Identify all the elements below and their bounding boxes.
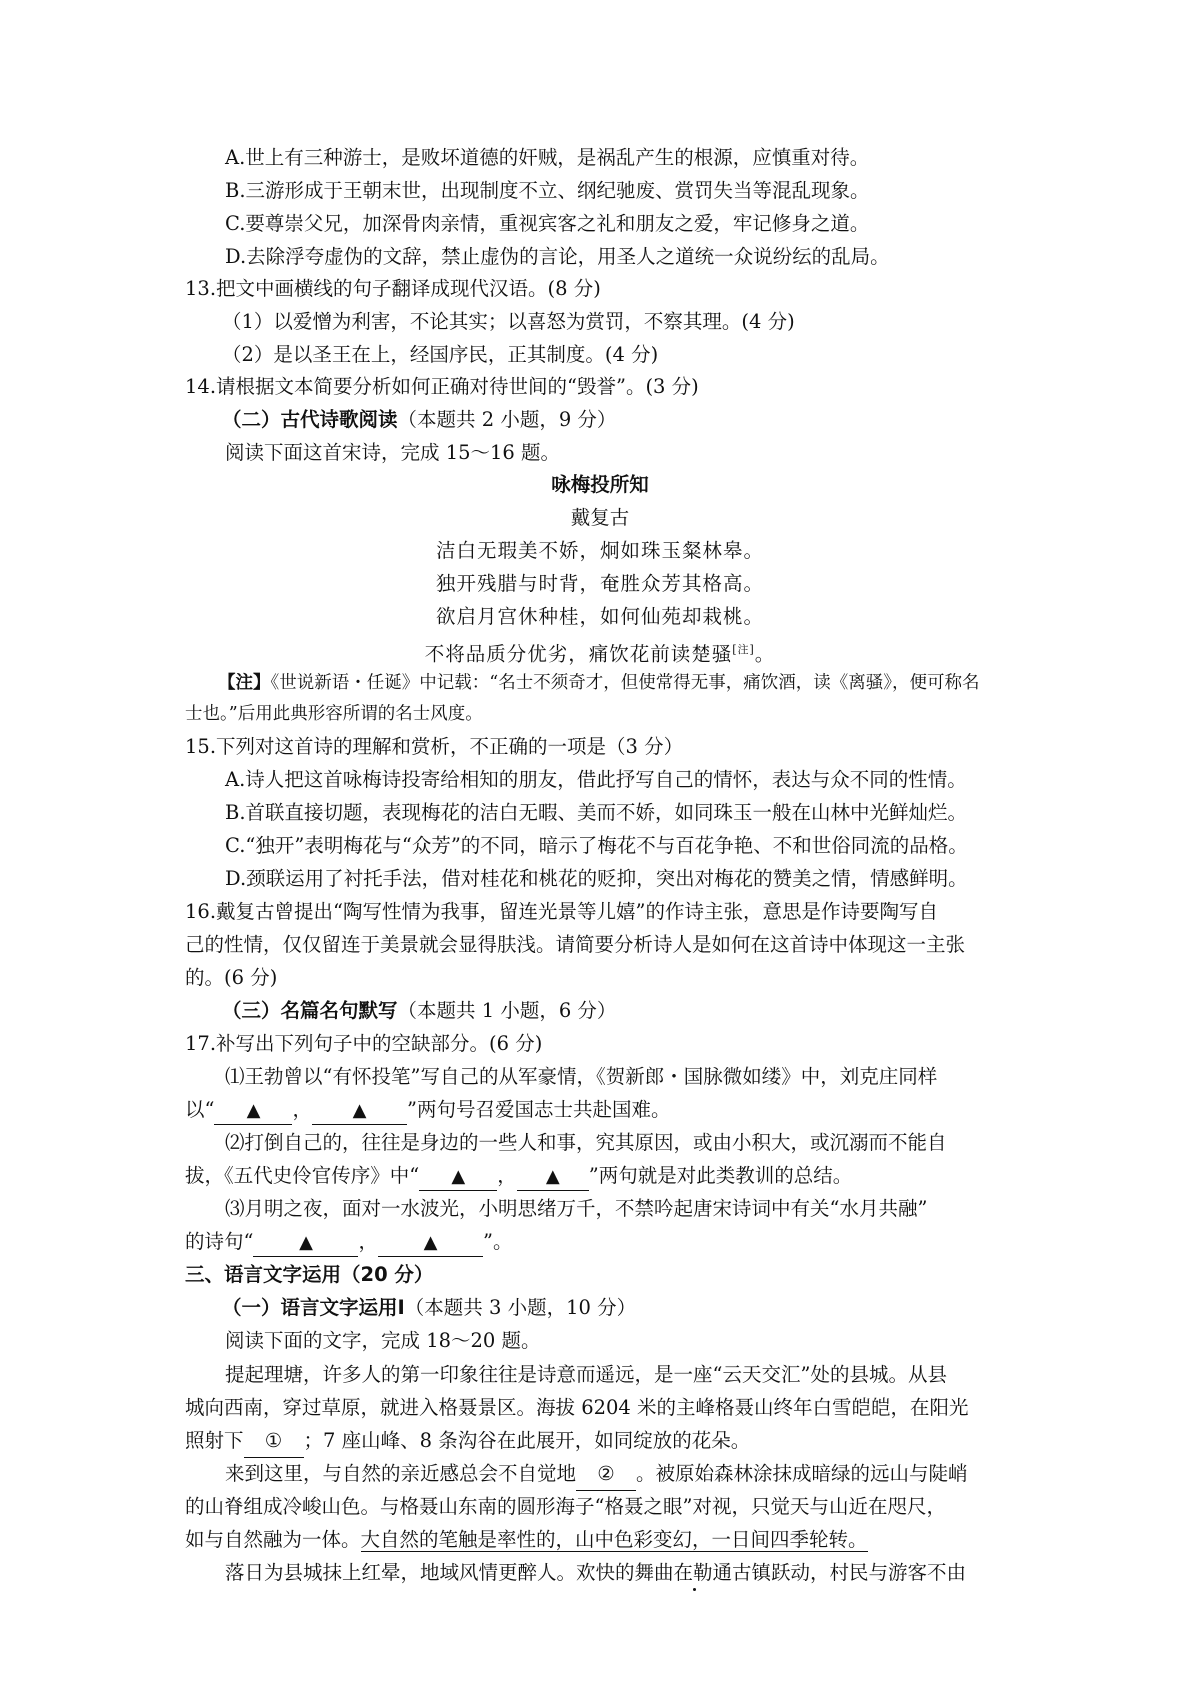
q15-option-b: B.首联直接切题，表现梅花的洁白无暇、美而不娇，如同珠玉一般在山林中光鲜灿烂。	[225, 801, 968, 824]
q16-line-3: 的。(6 分)	[185, 966, 278, 989]
q17-blank-3[interactable]	[419, 1163, 497, 1191]
poem-line-4-end: 。	[754, 642, 776, 666]
section-language-intro: 阅读下面的文字，完成 18～20 题。	[225, 1329, 541, 1352]
passage-p1-suffix: ；7 座山峰、8 条沟谷在此展开，如同绽放的花朵。	[303, 1429, 751, 1452]
footnote-line-1-wrap	[218, 667, 979, 699]
part3-heading: 三、语言文字运用（20 分）	[185, 1263, 434, 1286]
footnote-line-1: 《世说新语・任诞》中记载：“名士不须奇才，但使常得无事，痛饮酒，读《离骚》，便可称名	[270, 673, 980, 693]
q15-option-a: A.诗人把这首咏梅诗投寄给相知的朋友，借此抒写自己的情怀，表达与众不同的性情。	[225, 768, 967, 791]
passage-p1-prefix: 照射下	[185, 1429, 244, 1452]
q17-part3-sep: ，	[358, 1230, 378, 1253]
q17-part2-line-b	[185, 1160, 852, 1192]
q17-blank-2[interactable]	[312, 1097, 407, 1125]
q17-part1-prefix: 以“	[185, 1098, 215, 1121]
passage-p2-suffix: 。被原始森林涂抹成暗绿的远山与陡峭	[636, 1462, 968, 1485]
passage-p2-line-c	[185, 1524, 868, 1556]
section-recitation-title: （三）名篇名句默写	[222, 999, 398, 1022]
q14-stem: 14.请根据文本简要分析如何正确对待世间的“毁誉”。(3 分)	[185, 375, 699, 398]
poem-footnote-mark: [注]	[732, 643, 755, 656]
section-poetry-intro: 阅读下面这首宋诗，完成 15～16 题。	[225, 441, 561, 464]
q12-option-d: D.去除浮夸虚伪的文辞，禁止虚伪的言论，用圣人之道统一众说纷纭的乱局。	[225, 245, 890, 268]
section-language-note: （本题共 3 小题，10 分）	[404, 1296, 637, 1319]
section-poetry-title: （二）古代诗歌阅读	[222, 408, 398, 431]
footnote-line-2: 士也。”后用此典形容所谓的名士风度。	[185, 704, 483, 724]
passage-p1-line-c	[185, 1425, 750, 1457]
passage-p1-line-a: 提起理塘，许多人的第一印象往往是诗意而遥远，是一座“云天交汇”处的县城。从县	[225, 1363, 947, 1386]
q12-option-a: A.世上有三种游士，是败坏道德的奸贼，是祸乱产生的根源，应慎重对待。	[225, 146, 870, 169]
passage-p2c-text: 如与自然融为一体。	[185, 1528, 361, 1551]
q17-blank-5[interactable]	[253, 1229, 358, 1257]
triangle-marker-icon: ▲	[352, 1100, 367, 1121]
q17-part2-suffix: ”两句就是对此类教训的总结。	[588, 1164, 853, 1187]
q17-part1-line-a: ⑴王勃曾以“有怀投笔”写自己的从军豪情，《贺新郎・国脉微如缕》中，刘克庄同样	[225, 1065, 938, 1088]
q13-stem: 13.把文中画横线的句子翻译成现代汉语。(8 分)	[185, 277, 601, 300]
q12-option-b: B.三游形成于王朝末世，出现制度不立、纲纪驰废、赏罚失当等混乱现象。	[225, 179, 870, 202]
q17-part1-line-b	[185, 1094, 670, 1126]
triangle-marker-icon: ▲	[545, 1166, 560, 1187]
emphasis-dot	[693, 1588, 696, 1591]
section-poetry-heading	[222, 404, 616, 436]
q17-part3-suffix: ”。	[483, 1230, 513, 1253]
q17-part1-suffix: ”两句号召爱国志士共赴国难。	[407, 1098, 671, 1121]
poem-line-1: 洁白无瑕美不娇，炯如珠玉粲林皋。	[435, 539, 764, 562]
q17-blank-4[interactable]	[517, 1163, 589, 1191]
q17-blank-6[interactable]	[378, 1229, 483, 1257]
poem-line-2: 独开残腊与时背，奄胜众芳其格高。	[435, 572, 764, 595]
q17-part2-sep: ，	[497, 1164, 517, 1187]
q16-line-1: 16.戴复古曾提出“陶写性情为我事，留连光景等儿嬉”的作诗主张，意思是作诗要陶写自	[185, 900, 938, 923]
poem-author: 戴复古	[570, 506, 630, 529]
passage-p2-prefix: 来到这里，与自然的亲近感总会不自觉地	[225, 1462, 577, 1485]
poem-line-3: 欲启月宫休种桂，如何仙苑却栽桃。	[435, 605, 764, 628]
q17-stem: 17.补写出下列句子中的空缺部分。(6 分)	[185, 1032, 543, 1055]
q13-sub1: （1）以爱憎为利害，不论其实；以喜怒为赏罚，不察其理。(4 分)	[222, 310, 795, 333]
passage-blank-2[interactable]: ②	[576, 1458, 636, 1491]
section-recitation-heading	[222, 995, 616, 1027]
q17-part3-line-a: ⑶月明之夜，面对一水波光，小明思绪万千，不禁吟起唐宋诗词中有关“水月共融”	[225, 1197, 928, 1220]
section-poetry-note: （本题共 2 小题，9 分）	[397, 408, 617, 431]
triangle-marker-icon: ▲	[246, 1100, 261, 1121]
q15-stem: 15.下列对这首诗的理解和赏析，不正确的一项是（3 分）	[185, 735, 684, 758]
q13-sub2: （2）是以圣王在上，经国序民，正其制度。(4 分)	[222, 343, 659, 366]
section-recitation-note: （本题共 1 小题，6 分）	[397, 999, 617, 1022]
q17-part2-prefix: 拔，《五代史伶官传序》中“	[185, 1164, 420, 1187]
poem-title: 咏梅投所知	[551, 473, 649, 496]
triangle-marker-icon: ▲	[299, 1232, 313, 1253]
q17-part3-line-b	[185, 1226, 512, 1258]
q17-part2-line-a: ⑵打倒自己的，往往是身边的一些人和事，究其原因，或由小积大，或沉溺而不能自	[225, 1131, 947, 1154]
q17-part3-prefix: 的诗句“	[185, 1230, 254, 1253]
q17-part1-sep: ，	[292, 1098, 312, 1121]
passage-underlined-sentence: 大自然的笔触是率性的，山中色彩变幻，一日间四季轮转。	[360, 1528, 868, 1551]
q12-option-c: C.要尊崇父兄，加深骨肉亲情，重视宾客之礼和朋友之爱，牢记修身之道。	[225, 212, 870, 235]
passage-p2-line-b: 的山脊组成冷峻山色。与格聂山东南的圆形海子“格聂之眼”对视，只觉天与山近在咫尺，	[185, 1495, 946, 1518]
passage-p2-line-a	[225, 1458, 968, 1490]
q16-line-2: 己的性情，仅仅留连于美景就会显得肤浅。请简要分析诗人是如何在这首诗中体现这一主张	[185, 933, 966, 956]
section-language-heading	[222, 1292, 636, 1324]
q15-option-d: D.颈联运用了衬托手法，借对桂花和桃花的贬抑，突出对梅花的赞美之情，情感鲜明。	[225, 867, 968, 890]
triangle-marker-icon: ▲	[423, 1232, 438, 1253]
passage-p1-line-b: 城向西南，穿过草原，就进入格聂景区。海拔 6204 米的主峰格聂山终年白雪皑皑，在阳光	[185, 1396, 969, 1419]
passage-blank-1[interactable]: ①	[244, 1425, 304, 1458]
footnote-label: 【注】	[218, 673, 271, 693]
poem-line-4-wrap	[0, 634, 1200, 666]
passage-p3-line-a: 落日为县城抹上红晕，地域风情更醉人。欢快的舞曲在勒通古镇跃动，村民与游客不由	[225, 1561, 967, 1584]
section-language-title: （一）语言文字运用Ⅰ	[222, 1296, 405, 1319]
poem-line-4: 不将品质分优劣，痛饮花前读楚骚	[424, 642, 733, 666]
q15-option-c: C.“独开”表明梅花与“众芳”的不同，暗示了梅花不与百花争艳、不和世俗同流的品格。	[225, 834, 968, 857]
triangle-marker-icon: ▲	[451, 1166, 466, 1187]
q17-blank-1[interactable]	[214, 1097, 292, 1125]
